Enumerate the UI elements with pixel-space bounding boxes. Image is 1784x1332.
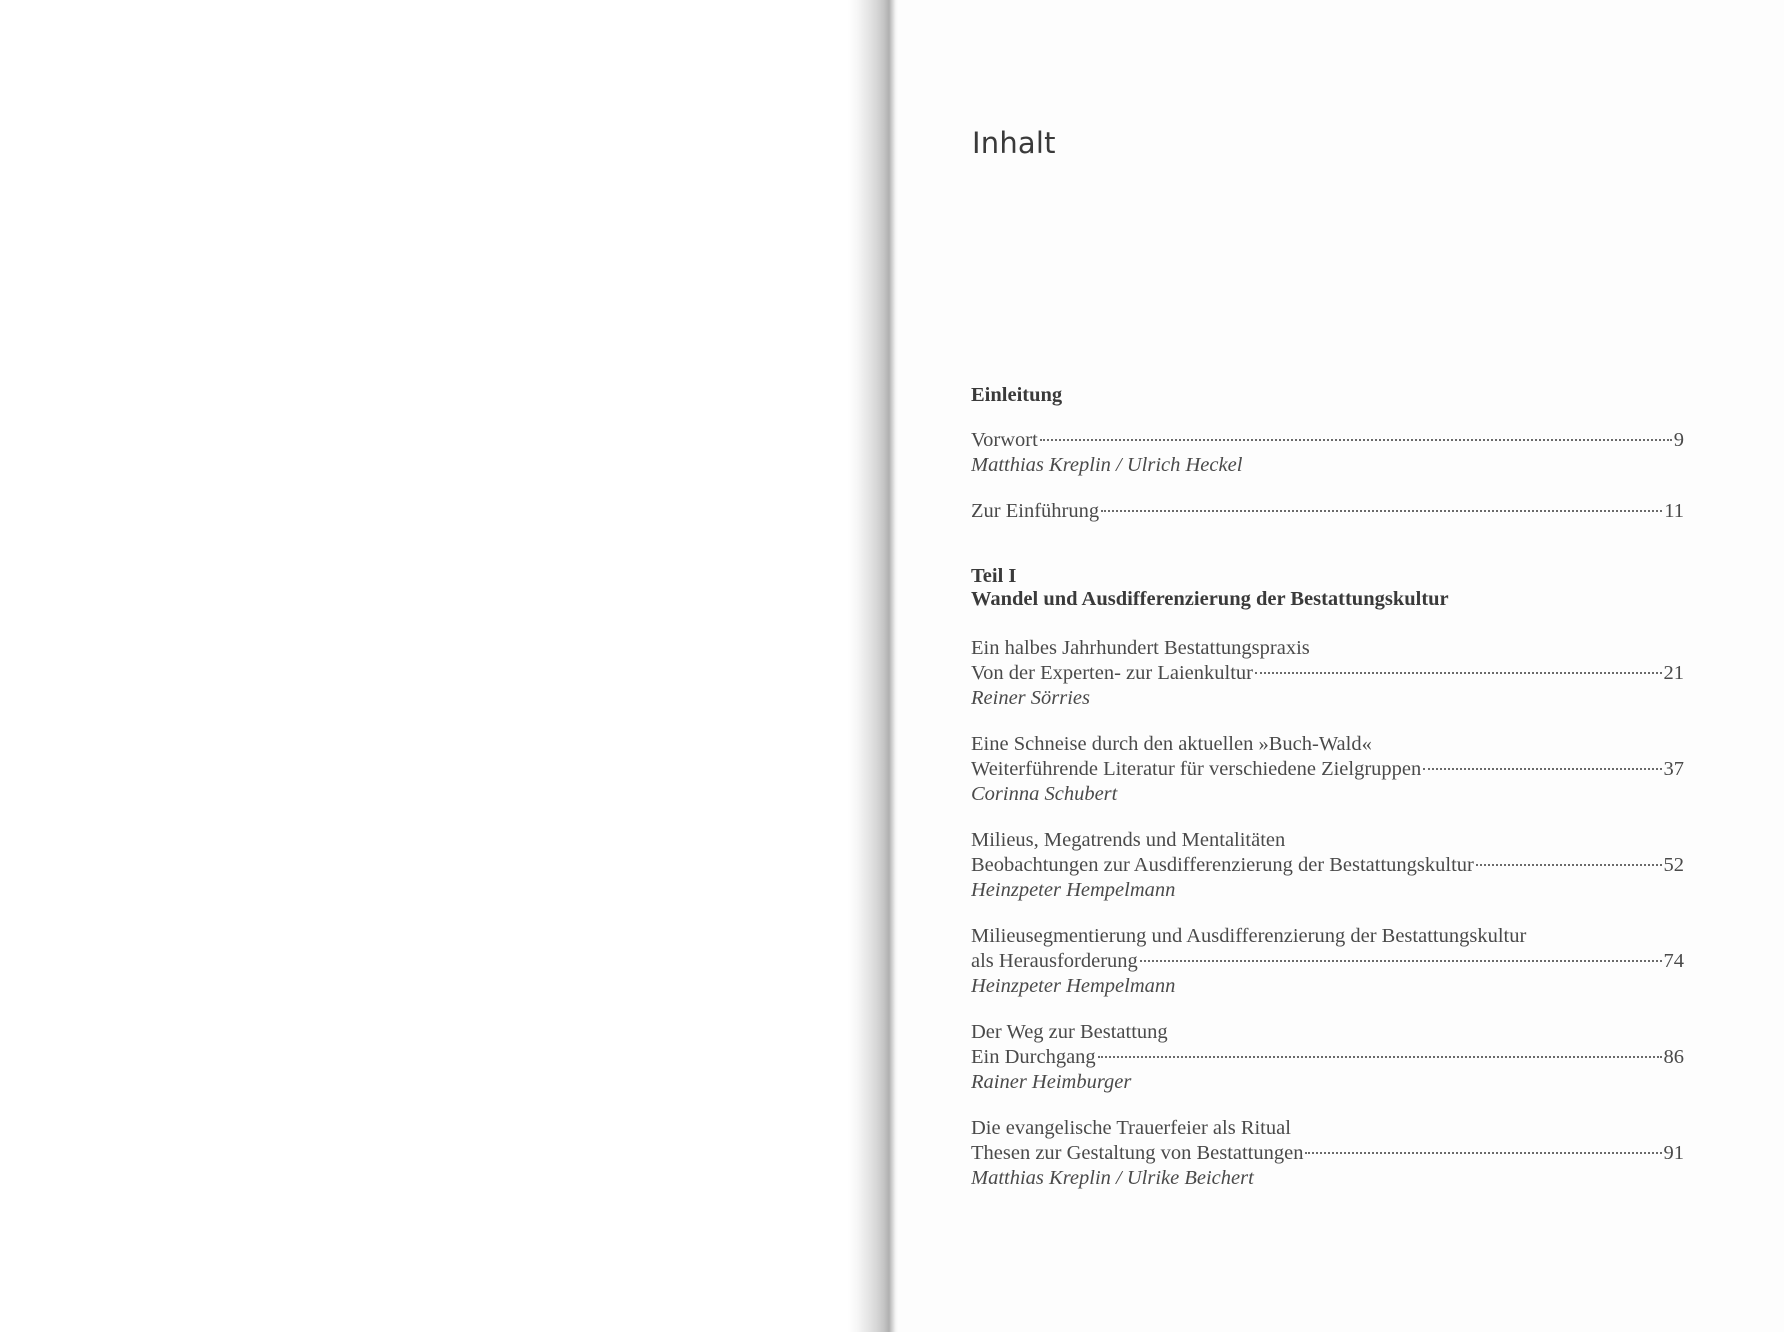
toc-entry-hempelmann-2[interactable] (971, 949, 1684, 974)
section-heading-einleitung: Einleitung (971, 384, 1063, 406)
left-page-blank (0, 0, 848, 1332)
page-number: 9 (1673, 429, 1684, 451)
entry-author: Matthias Kreplin / Ulrich Heckel (971, 454, 1243, 476)
entry-title: Milieusegmentierung und Ausdifferenzierung der Bestattungskultur (971, 925, 1527, 947)
table-of-contents (971, 384, 1684, 1191)
entry-title: Die evangelische Trauerfeier als Ritual (971, 1117, 1291, 1139)
leader-dots (1101, 510, 1662, 512)
entry-subtitle: Von der Experten- zur Laienkultur (971, 662, 1253, 684)
page-number: 11 (1664, 500, 1684, 522)
page-number: 37 (1663, 758, 1684, 780)
toc-entry-heimburger[interactable] (971, 1045, 1684, 1070)
entry-subtitle: als Herausforderung (971, 950, 1138, 972)
entry-author: Heinzpeter Hempelmann (971, 879, 1176, 901)
entry-author: Rainer Heimburger (971, 1071, 1132, 1093)
page-number: 86 (1663, 1046, 1684, 1068)
entry-author: Matthias Kreplin / Ulrike Beichert (971, 1167, 1254, 1189)
entry-author: Reiner Sörries (971, 687, 1090, 709)
page-number: 52 (1663, 854, 1684, 876)
toc-entry-vorwort[interactable] (971, 428, 1684, 453)
leader-dots (1423, 768, 1661, 770)
toc-title: Inhalt (972, 126, 1056, 160)
leader-dots (1098, 1056, 1662, 1058)
toc-entry-hempelmann-1[interactable] (971, 853, 1684, 878)
entry-title: Der Weg zur Bestattung (971, 1021, 1168, 1043)
leader-dots (1140, 960, 1662, 962)
toc-entry-schubert[interactable] (971, 757, 1684, 782)
toc-entry-sorries[interactable] (971, 661, 1684, 686)
section-heading-teil-1: Wandel und Ausdifferenzierung der Bestattungskultur (971, 588, 1449, 610)
toc-entry-kreplin-beichert[interactable] (971, 1141, 1684, 1166)
entry-author: Corinna Schubert (971, 783, 1118, 805)
page-number: 91 (1663, 1142, 1684, 1164)
leader-dots (1476, 864, 1662, 866)
entry-author: Heinzpeter Hempelmann (971, 975, 1176, 997)
leader-dots (1255, 672, 1662, 674)
entry-subtitle: Beobachtungen zur Ausdifferenzierung der Bestattungskultur (971, 854, 1474, 876)
entry-title: Ein halbes Jahrhundert Bestattungspraxis (971, 637, 1310, 659)
entry-subtitle: Thesen zur Gestaltung von Bestattungen (971, 1142, 1304, 1164)
entry-title: Zur Einführung (971, 500, 1100, 522)
entry-title: Vorwort (971, 429, 1038, 451)
leader-dots (1305, 1152, 1661, 1154)
entry-subtitle: Ein Durchgang (971, 1046, 1096, 1068)
book-gutter (848, 0, 898, 1332)
page-number: 74 (1663, 950, 1684, 972)
entry-title: Eine Schneise durch den aktuellen »Buch-Wald« (971, 733, 1372, 755)
part-label: Teil I (971, 565, 1017, 587)
entry-subtitle: Weiterführende Literatur für verschiedene Zielgruppen (971, 758, 1422, 780)
page-number: 21 (1663, 662, 1684, 684)
entry-title: Milieus, Megatrends und Mentalitäten (971, 829, 1286, 851)
leader-dots (1040, 439, 1672, 441)
toc-entry-einfuehrung[interactable] (971, 499, 1684, 524)
